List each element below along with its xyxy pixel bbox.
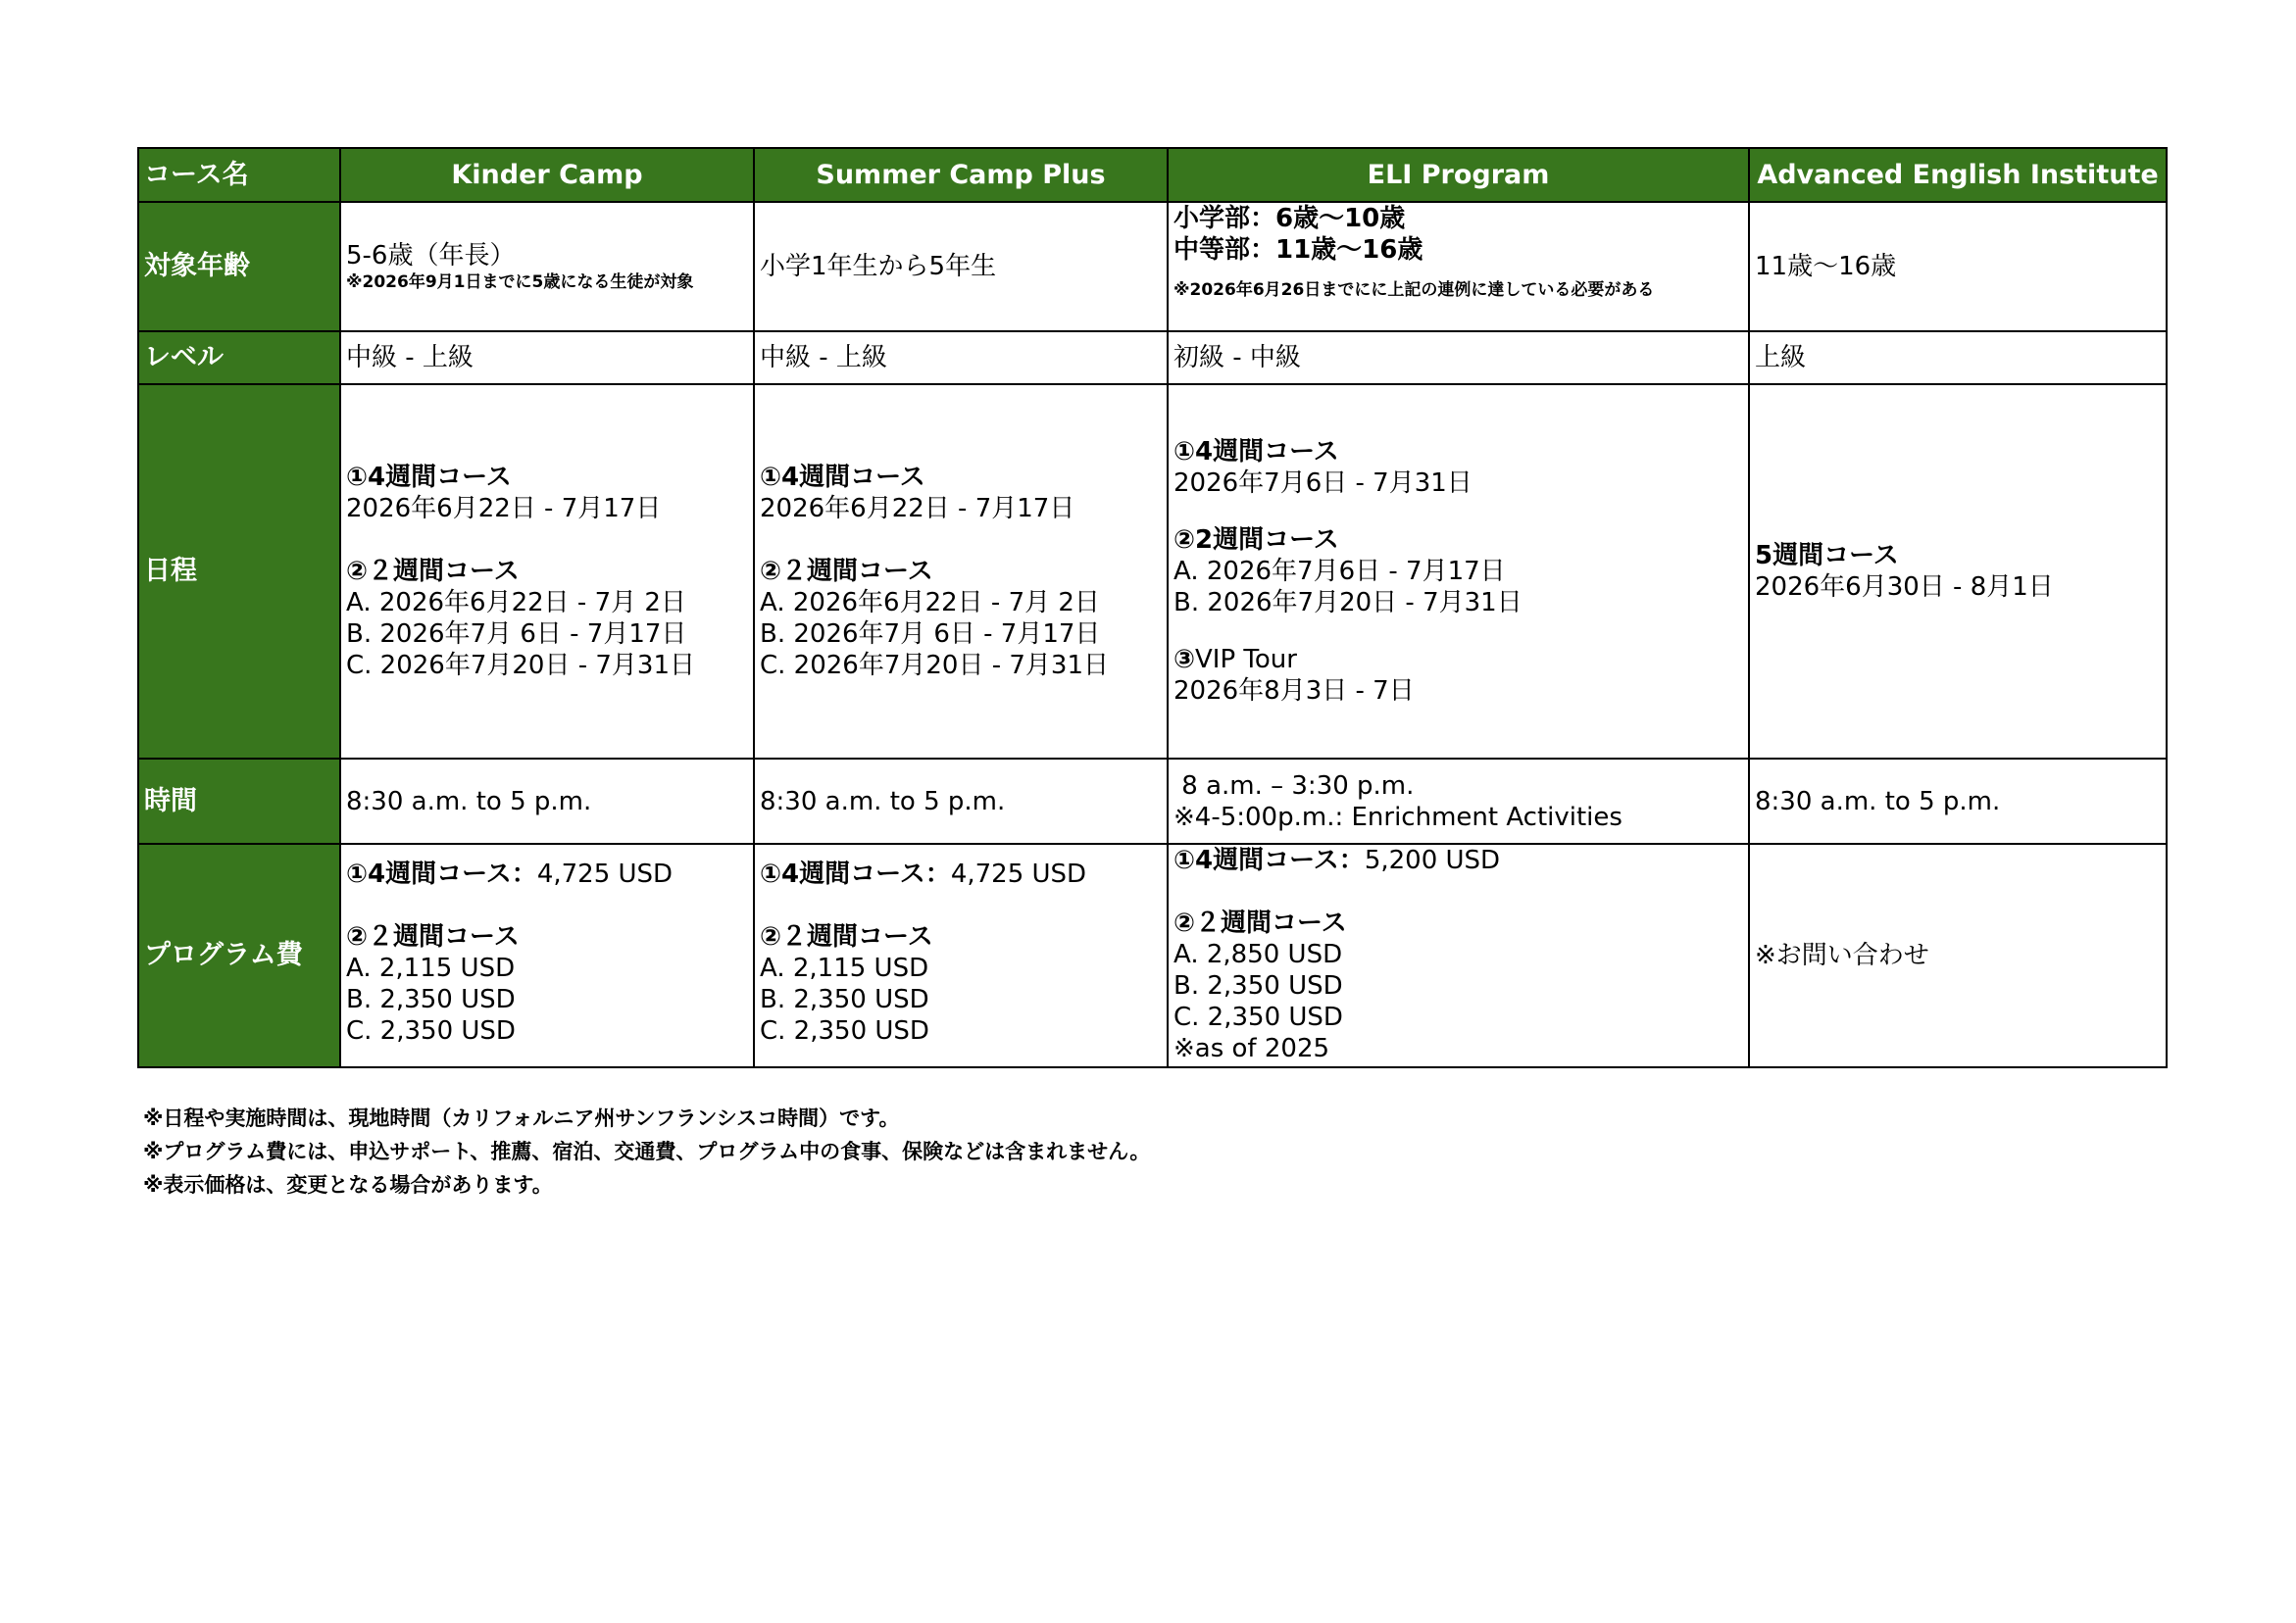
time-aei: 8:30 a.m. to 5 p.m. bbox=[1749, 759, 2167, 844]
fee-row bbox=[138, 844, 2167, 1067]
footnote-2: ※プログラム費には、申込サポート、推薦、宿泊、交通費、プログラム中の食事、保険などは含まれません。 bbox=[143, 1140, 1151, 1163]
schedule-summer-course1-title: ①4週間コース bbox=[760, 463, 925, 492]
time-eli bbox=[1168, 759, 1749, 844]
fee-eli-a: A. 2,850 USD bbox=[1173, 940, 1343, 969]
level-kinder: 中級 - 上級 bbox=[340, 331, 754, 384]
time-eli-line1: 8 a.m. – 3:30 p.m. bbox=[1173, 770, 1415, 801]
time-label: 時間 bbox=[138, 759, 340, 844]
fee-summer-c: C. 2,350 USD bbox=[760, 1016, 929, 1046]
header-label: コース名 bbox=[138, 148, 340, 202]
fee-eli-note: ※as of 2025 bbox=[1173, 1034, 1330, 1063]
schedule-kinder-course2-title: ②２週間コース bbox=[346, 557, 520, 586]
schedule-kinder-course2-b: B. 2026年7月 6日 - 7月17日 bbox=[346, 619, 687, 649]
level-label: レベル bbox=[138, 331, 340, 384]
header-advanced-english-institute: Advanced English Institute bbox=[1749, 148, 2167, 202]
time-row bbox=[138, 759, 2167, 844]
fee-eli-c: C. 2,350 USD bbox=[1173, 1003, 1343, 1032]
age-row bbox=[138, 202, 2167, 331]
level-summer: 中級 - 上級 bbox=[754, 331, 1168, 384]
level-aei: 上級 bbox=[1749, 331, 2167, 384]
header-eli-program: ELI Program bbox=[1168, 148, 1749, 202]
header-row bbox=[138, 148, 2167, 202]
schedule-eli-course3-dates: 2026年8月3日 - 7日 bbox=[1173, 676, 1415, 706]
schedule-eli bbox=[1168, 384, 1749, 759]
header-summer-camp-plus: Summer Camp Plus bbox=[754, 148, 1168, 202]
age-eli-note: ※2026年6月26日までにに上記の連例に達している必要がある bbox=[1173, 280, 1655, 300]
schedule-aei-title: 5週間コース bbox=[1755, 541, 1899, 570]
fee-summer bbox=[754, 844, 1168, 1067]
time-eli-line2: ※4-5:00p.m.: Enrichment Activities bbox=[1173, 802, 1622, 832]
age-aei: 11歳〜16歳 bbox=[1749, 202, 2167, 331]
schedule-summer-course2-c: C. 2026年7月20日 - 7月31日 bbox=[760, 651, 1110, 680]
time-kinder: 8:30 a.m. to 5 p.m. bbox=[340, 759, 754, 844]
header-kinder-camp: Kinder Camp bbox=[340, 148, 754, 202]
schedule-summer bbox=[754, 384, 1168, 759]
schedule-eli-course1-title: ①4週間コース bbox=[1173, 437, 1339, 467]
schedule-summer-course2-title: ②２週間コース bbox=[760, 557, 933, 586]
time-summer: 8:30 a.m. to 5 p.m. bbox=[754, 759, 1168, 844]
age-eli bbox=[1168, 202, 1749, 331]
fee-label: プログラム費 bbox=[138, 844, 340, 1067]
fee-kinder-a: A. 2,115 USD bbox=[346, 954, 516, 983]
schedule-kinder bbox=[340, 384, 754, 759]
age-eli-line1: 小学部：6歳〜10歳 bbox=[1173, 204, 1406, 233]
fee-aei: ※お問い合わせ bbox=[1749, 844, 2167, 1067]
fee-kinder-course2-title: ②２週間コース bbox=[346, 922, 520, 952]
fee-kinder-c: C. 2,350 USD bbox=[346, 1016, 516, 1046]
fee-eli bbox=[1168, 844, 1749, 1067]
course-comparison-table bbox=[137, 147, 2168, 1068]
fee-eli-course2-title: ②２週間コース bbox=[1173, 909, 1347, 938]
age-kinder-note: ※2026年9月1日までに5歳になる生徒が対象 bbox=[346, 272, 694, 292]
schedule-summer-course2-b: B. 2026年7月 6日 - 7月17日 bbox=[760, 619, 1101, 649]
schedule-label: 日程 bbox=[138, 384, 340, 759]
age-kinder-main: 5-6歳（年長） bbox=[346, 241, 516, 270]
age-summer: 小学1年生から5年生 bbox=[754, 202, 1168, 331]
age-label: 対象年齢 bbox=[138, 202, 340, 331]
fee-summer-course1: ①4週間コース：4,725 USD bbox=[760, 860, 1087, 889]
footnotes bbox=[143, 1102, 1150, 1202]
schedule-summer-course1-dates: 2026年6月22日 - 7月17日 bbox=[760, 494, 1075, 523]
schedule-aei-dates: 2026年6月30日 - 8月1日 bbox=[1755, 572, 2054, 602]
schedule-kinder-course1-dates: 2026年6月22日 - 7月17日 bbox=[346, 494, 662, 523]
level-row bbox=[138, 331, 2167, 384]
fee-kinder bbox=[340, 844, 754, 1067]
schedule-summer-course2-a: A. 2026年6月22日 - 7月 2日 bbox=[760, 588, 1100, 617]
schedule-eli-course1-dates: 2026年7月6日 - 7月31日 bbox=[1173, 468, 1472, 498]
footnote-1: ※日程や実施時間は、現地時間（カリフォルニア州サンフランシスコ時間）です。 bbox=[143, 1107, 900, 1130]
fee-eli-course1: ①4週間コース：5,200 USD bbox=[1173, 846, 1501, 875]
fee-kinder-course1: ①4週間コース：4,725 USD bbox=[346, 860, 674, 889]
fee-kinder-b: B. 2,350 USD bbox=[346, 985, 516, 1014]
schedule-eli-course3-title: ③VIP Tour bbox=[1173, 645, 1297, 674]
schedule-eli-course2-a: A. 2026年7月6日 - 7月17日 bbox=[1173, 557, 1506, 586]
level-eli: 初級 - 中級 bbox=[1168, 331, 1749, 384]
fee-summer-a: A. 2,115 USD bbox=[760, 954, 929, 983]
footnote-3: ※表示価格は、変更となる場合があります。 bbox=[143, 1173, 553, 1197]
schedule-aei bbox=[1749, 384, 2167, 759]
age-eli-line2: 中等部：11歳〜16歳 bbox=[1173, 235, 1423, 265]
schedule-eli-course2-title: ②2週間コース bbox=[1173, 525, 1339, 555]
schedule-kinder-course1-title: ①4週間コース bbox=[346, 463, 512, 492]
schedule-kinder-course2-c: C. 2026年7月20日 - 7月31日 bbox=[346, 651, 696, 680]
schedule-eli-course2-b: B. 2026年7月20日 - 7月31日 bbox=[1173, 588, 1522, 617]
age-kinder bbox=[340, 202, 754, 331]
fee-summer-b: B. 2,350 USD bbox=[760, 985, 929, 1014]
fee-eli-b: B. 2,350 USD bbox=[1173, 971, 1343, 1001]
schedule-kinder-course2-a: A. 2026年6月22日 - 7月 2日 bbox=[346, 588, 686, 617]
fee-summer-course2-title: ②２週間コース bbox=[760, 922, 933, 952]
schedule-row bbox=[138, 384, 2167, 759]
